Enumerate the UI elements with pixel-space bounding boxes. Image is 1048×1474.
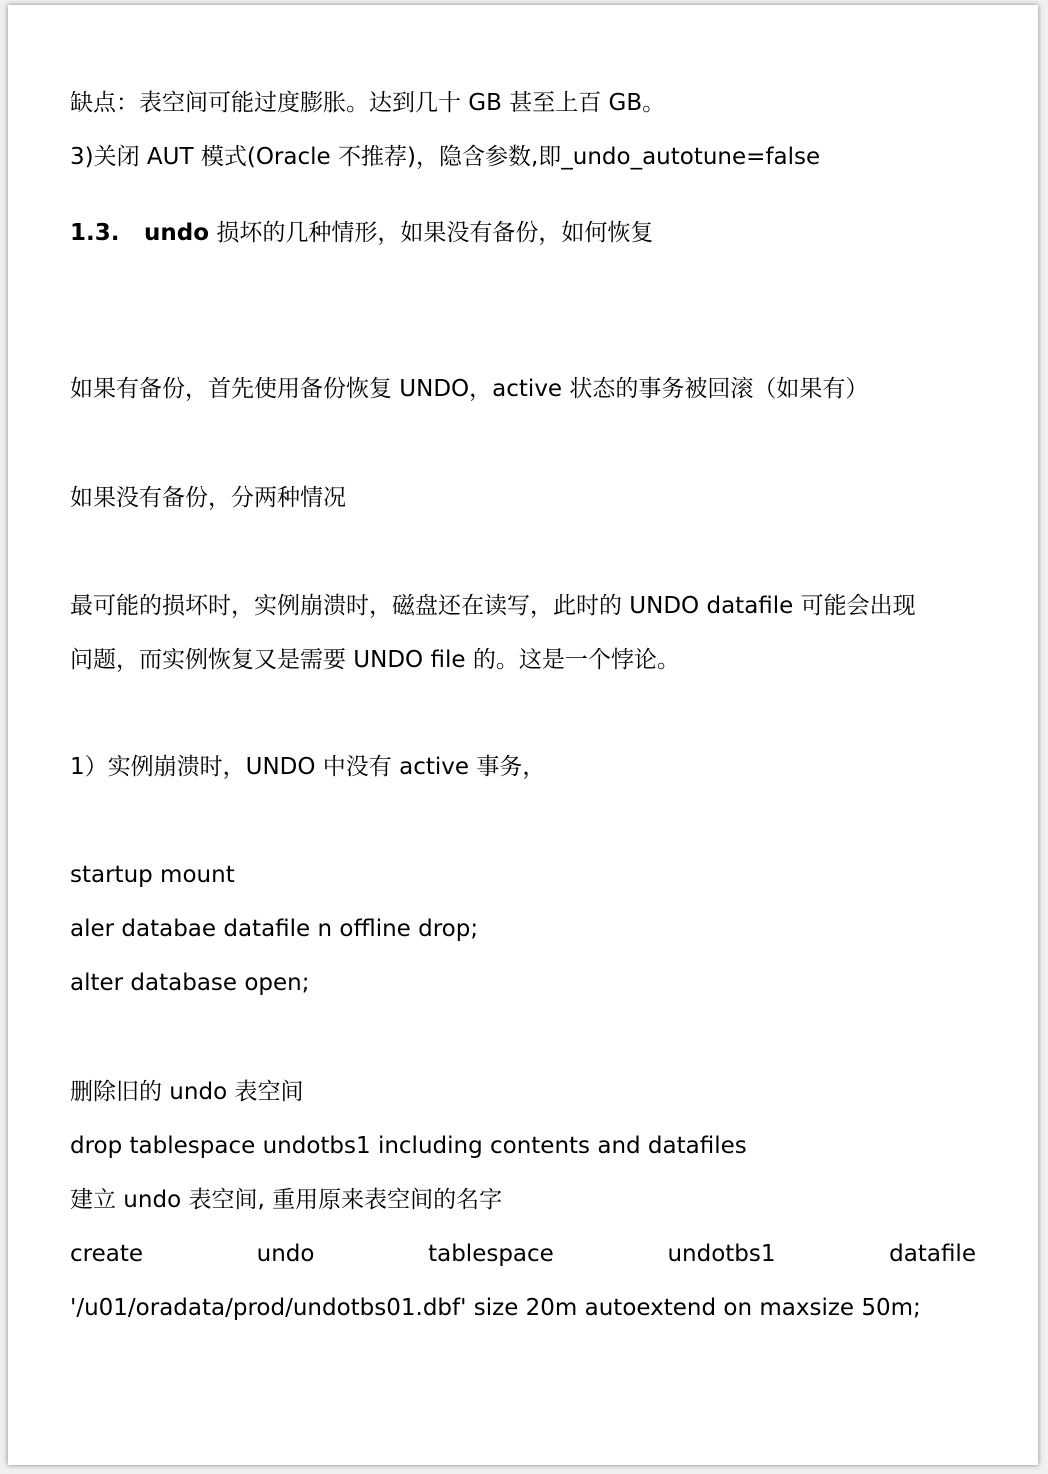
command-drop-tablespace: drop tablespace undotbs1 including contents and datafiles — [70, 1133, 747, 1159]
label-create-undo: 建立 undo 表空间, 重用原来表空间的名字 — [70, 1187, 503, 1213]
command-word: datafile — [889, 1241, 976, 1267]
command-startup-mount: startup mount — [70, 862, 235, 888]
section-keyword: undo — [144, 220, 210, 246]
section-number: 1.3. — [70, 220, 120, 246]
paragraph-case-1: 1）实例崩溃时，UNDO 中没有 active 事务， — [70, 754, 546, 780]
command-offline-drop: aler databae datafile n offline drop; — [70, 916, 479, 942]
command-word: create — [70, 1241, 144, 1267]
command-word: undo — [256, 1241, 315, 1267]
paragraph-likely-damage-1: 最可能的损坏时，实例崩溃时，磁盘还在读写，此时的 UNDO datafile 可能会出现 — [70, 593, 916, 619]
label-drop-undo: 删除旧的 undo 表空间 — [70, 1079, 304, 1105]
text-line-disadvantage: 缺点：表空间可能过度膨胀。达到几十 GB 甚至上百 GB。 — [70, 90, 666, 116]
command-create-undo-line2: '/u01/oradata/prod/undotbs01.dbf' size 20m autoextend on maxsize 50m; — [70, 1295, 921, 1321]
command-open-database: alter database open; — [70, 970, 310, 996]
command-create-undo-line1 — [70, 1239, 976, 1269]
document-page — [8, 5, 1038, 1465]
paragraph-backup-restore: 如果有备份，首先使用备份恢复 UNDO，active 状态的事务被回滚（如果有） — [70, 376, 869, 402]
section-heading — [70, 218, 653, 248]
command-word: undotbs1 — [667, 1241, 776, 1267]
paragraph-no-backup: 如果没有备份，分两种情况 — [70, 485, 346, 511]
section-title: 损坏的几种情形，如果没有备份，如何恢复 — [209, 220, 654, 246]
command-word: tablespace — [428, 1241, 554, 1267]
paragraph-likely-damage-2: 问题，而实例恢复又是需要 UNDO file 的。这是一个悖论。 — [70, 647, 680, 673]
text-line-aut-mode: 3)关闭 AUT 模式(Oracle 不推荐)，隐含参数,即_undo_autotune=false — [70, 144, 821, 170]
